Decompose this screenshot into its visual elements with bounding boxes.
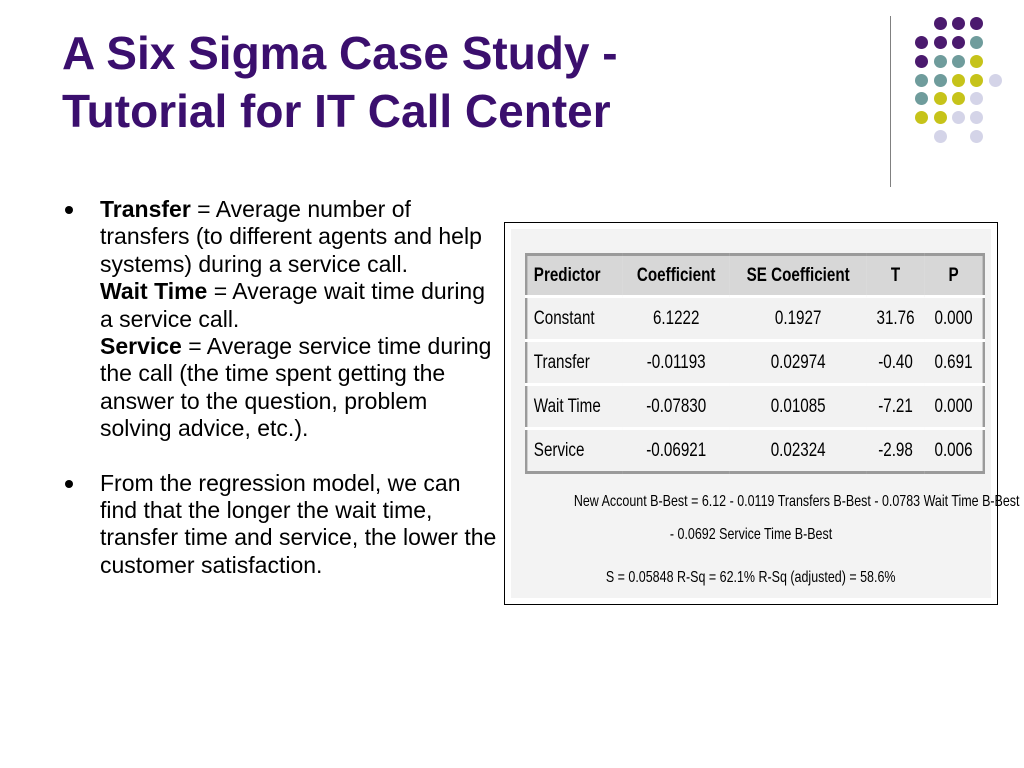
decorative-dot <box>952 92 965 105</box>
cell-predictor: Wait Time <box>526 385 622 429</box>
cell-predictor: Service <box>526 429 622 473</box>
decorative-dot <box>970 36 983 49</box>
table-row <box>526 341 984 385</box>
definition-service: = Average service time during the call (the time spent getting the answer to the question, problem solving advice, etc.). <box>100 333 492 442</box>
header-p: P <box>924 255 983 297</box>
decorative-dot <box>934 17 947 30</box>
cell-coefficient: 6.1222 <box>623 297 730 341</box>
decorative-dot <box>915 36 928 49</box>
term-wait-time: Wait Time <box>100 278 208 305</box>
decorative-dot <box>915 92 928 105</box>
decorative-dot <box>915 74 928 87</box>
cell-t: -2.98 <box>867 429 925 473</box>
equation-line-1-text: New Account B-Best = 6.12 - 0.0119 Transfers B-Best - 0.0783 Wait Time B-Best <box>573 493 1020 510</box>
header-coefficient: Coefficient <box>623 255 730 297</box>
cell-se-coefficient: 0.01085 <box>730 385 867 429</box>
decorative-dot <box>915 111 928 124</box>
table-header-row <box>526 255 984 297</box>
cell-t: 31.76 <box>867 297 925 341</box>
regression-figure-panel <box>511 229 1020 598</box>
cell-se-coefficient: 0.02324 <box>730 429 867 473</box>
bullet-icon <box>65 206 73 214</box>
decorative-dot <box>952 36 965 49</box>
cell-p: 0.006 <box>924 429 983 473</box>
decorative-dot <box>989 74 1002 87</box>
table-row <box>526 297 984 341</box>
cell-se-coefficient: 0.1927 <box>730 297 867 341</box>
bullet-icon <box>65 480 73 488</box>
cell-p: 0.691 <box>924 341 983 385</box>
decorative-dot <box>970 130 983 143</box>
slide-title <box>62 24 822 140</box>
decorative-dot <box>934 55 947 68</box>
decorative-dot <box>970 55 983 68</box>
term-transfer: Transfer <box>100 196 191 222</box>
title-line-1: A Six Sigma Case Study - <box>62 27 618 79</box>
header-predictor: Predictor <box>526 255 622 297</box>
regression-figure <box>504 222 1020 605</box>
definition-wait-time: = Average wait time during a service call. <box>100 278 486 332</box>
cell-predictor: Transfer <box>526 341 622 385</box>
equation-line-2-text: - 0.0692 Service Time B-Best <box>669 526 833 543</box>
cell-coefficient: -0.07830 <box>623 385 730 429</box>
cell-se-coefficient: 0.02974 <box>730 341 867 385</box>
definition-transfer: = Average number of transfers (to different agents and help systems) during a service call. <box>100 196 482 277</box>
regression-table <box>525 253 985 474</box>
cell-predictor: Constant <box>526 297 622 341</box>
decorative-dot <box>934 92 947 105</box>
regression-stats-text: S = 0.05848 R-Sq = 62.1% R-Sq (adjusted) = 58.6% <box>606 569 896 586</box>
decorative-divider <box>890 16 891 187</box>
header-t: T <box>867 255 925 297</box>
decorative-dot <box>915 55 928 68</box>
title-line-2: Tutorial for IT Call Center <box>62 85 611 137</box>
cell-coefficient: -0.01193 <box>623 341 730 385</box>
cell-p: 0.000 <box>924 385 983 429</box>
bullet-definitions <box>62 196 502 443</box>
bullet-list <box>62 196 502 579</box>
header-se-coefficient: SE Coefficient <box>730 255 867 297</box>
table-row <box>526 385 984 429</box>
decorative-dot <box>970 74 983 87</box>
decorative-dot <box>934 36 947 49</box>
cell-t: -7.21 <box>867 385 925 429</box>
decorative-dot <box>952 55 965 68</box>
cell-coefficient: -0.06921 <box>623 429 730 473</box>
decorative-dot <box>952 17 965 30</box>
term-service: Service <box>100 333 182 360</box>
regression-equation-line-1 <box>511 493 1020 511</box>
regression-stats <box>511 569 991 587</box>
decorative-dot <box>970 111 983 124</box>
bullet-conclusion <box>62 470 502 580</box>
decorative-dot <box>952 111 965 124</box>
decorative-dot <box>934 74 947 87</box>
regression-equation-line-2 <box>511 526 991 544</box>
decorative-dot <box>970 92 983 105</box>
conclusion-text: From the regression model, we can find that the longer the wait time, transfer time and service, the lower the customer satisfaction. <box>100 469 497 578</box>
decorative-dot <box>970 17 983 30</box>
decorative-dot <box>934 111 947 124</box>
cell-p: 0.000 <box>924 297 983 341</box>
decorative-dot <box>952 74 965 87</box>
cell-t: -0.40 <box>867 341 925 385</box>
decorative-dot <box>934 130 947 143</box>
table-row <box>526 429 984 473</box>
